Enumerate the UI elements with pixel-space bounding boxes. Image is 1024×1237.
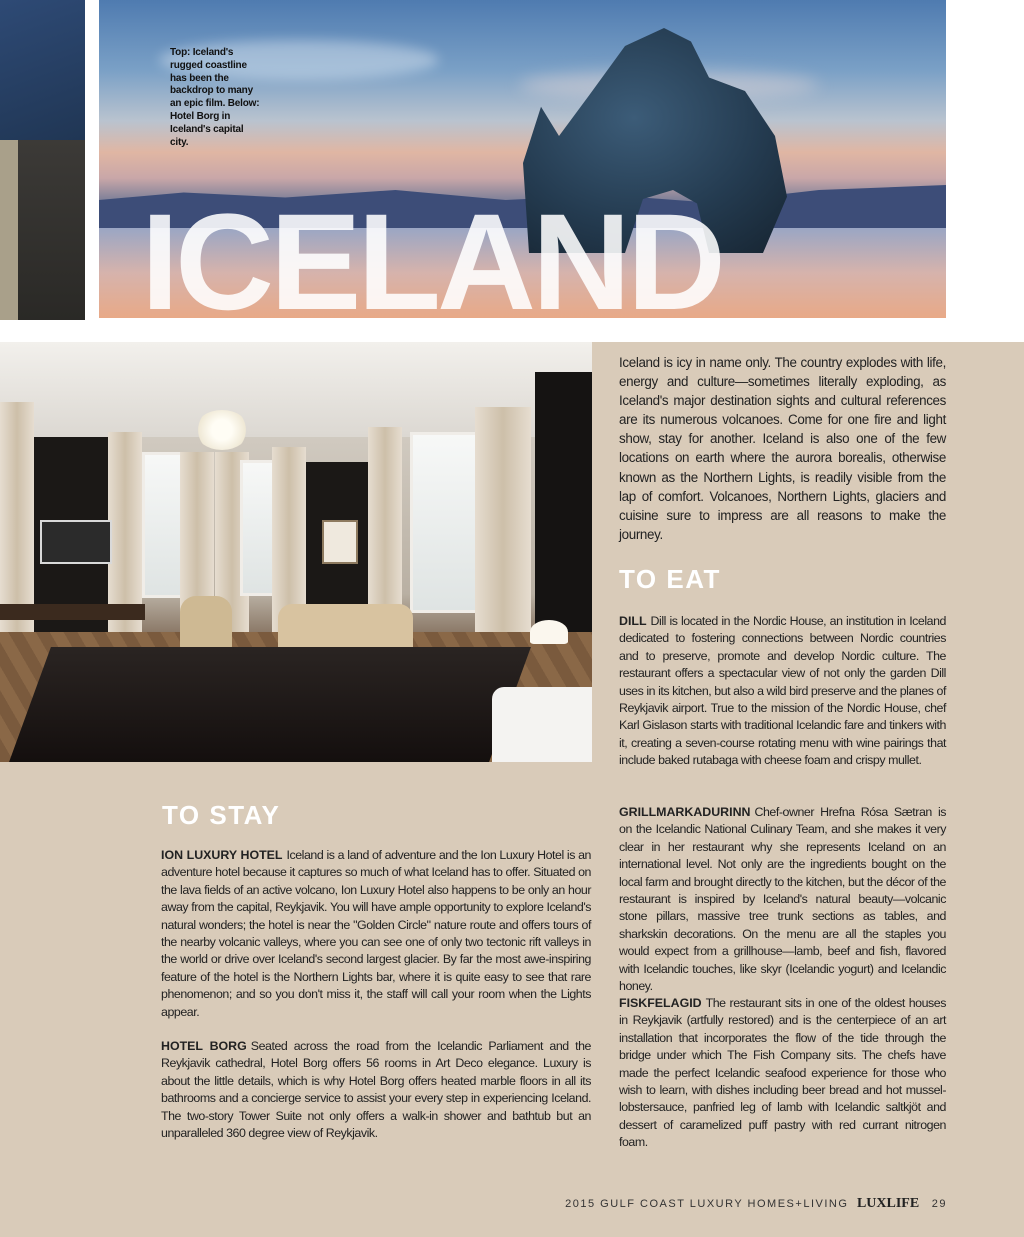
edge-photo (0, 0, 85, 320)
photo-tv (40, 520, 112, 564)
photo-window (410, 432, 478, 613)
photo-window (142, 452, 184, 598)
intro-paragraph: Iceland is icy in name only. The country explodes with life, energy and culture—sometimes literally exploding, as Iceland's major destination sights and cultural references are its numerous volcanoes. Come for one fire and light show, stay for another. Iceland is also one of the few locations on earth where the aurora borealis, otherwise known as the Northern Lights, is readily visible from the lap of comfort. Volcanoes, Northern Lights, glaciers and cuisine sure to impress are all reasons to make the journey. (619, 355, 946, 542)
entry-body: Seated across the road from the Icelandic Parliament and the Reykjavik cathedral, Hotel Borg offers 56 rooms in Art Deco elegance. Luxury is about the little details, which is why Hotel Borg offers heated marble floors in all its bathrooms and a concierge service to assist your every step in experiencing Iceland. The two-story Tower Suite not only offers a walk-in shower and bathtub but an unparalleled 360 degree view of Reykjavik. (161, 1039, 591, 1141)
entry-body: Chef-owner Hrefna Rósa Sætran is on the Icelandic National Culinary Team, and she makes it very clear in her restaurant why she represents Iceland on an international level. Not only are the ingredients bought on the local farm and brought directly to the kitchen, but the décor of the restaurant is inspired by Iceland's natural beauty—volcanic stone pillars, massive tree trunk sections as tables, and sharkskin decorations. On the menu are all the staples you would expect from a grillhouse—lamb, beef and fish, flavored with Icelandic touches, like skyr (Icelandic yogurt) and Icelandic honey. (619, 805, 946, 994)
photo-caption: Top: Iceland's rugged coastline has been the backdrop to many an epic film. Below: Hotel Borg in Iceland's capital city. (170, 47, 260, 148)
entry-name: ION LUXURY HOTEL (161, 848, 283, 862)
entry-fiskfelagid (619, 995, 946, 1152)
edge-photo-shirt (0, 0, 85, 140)
entry-hotel-borg (161, 1038, 591, 1142)
photo-bedside-lamp (530, 620, 568, 644)
edge-photo-pants (18, 140, 85, 320)
entry-name: FISKFELAGID (619, 996, 702, 1010)
entry-body: Dill is located in the Nordic House, an institution in Iceland dedicated to fostering connections between Nordic countries and to preserve, promote and develop Nordic culture. The restaurant offers a spectacular view of not only the garden Dill uses in its kitchen, but also a wild bird preserve and the planes of Reykjavik airport. True to the mission of the Nordic House, chef Karl Gislason starts with traditional Icelandic fare and tinkers with it, creating a seven-course rotating menu with wine pairings that include baked rutabaga with cheese foam and crispy mullet. (619, 614, 946, 768)
photo-chandelier (195, 410, 249, 450)
entry-body: Iceland is a land of adventure and the Ion Luxury Hotel is an adventure hotel because it captures so much of what Iceland has to offer. Situated on the lava fields of an active volcano, Ion Luxury Hotel also happens to be only an hour away from the capital, Reykjavik. You will have ample opportunity to explore Iceland's natural wonders; the hotel is near the "Golden Circle" nature route and offers tours of the nearby volcanic valleys, where you can see one of only two tectonic rift valleys in the world or drive over Iceland's second largest glacier. By far the most awe-inspiring feature of the hotel is the Northern Lights bar, where it is quite easy to see that rare phenomenon; and so you don't miss it, the staff will call your room when the Lights appear. (161, 848, 591, 1019)
entry-dill (619, 613, 946, 770)
entry-ion-luxury-hotel (161, 847, 591, 1021)
edge-photo-background (0, 140, 20, 320)
entry-name: DILL (619, 614, 647, 628)
hotel-room-photo (0, 342, 592, 762)
section-heading-to-stay: TO STAY (162, 800, 281, 830)
section-heading-to-eat: TO EAT (619, 564, 721, 594)
hero-photo (99, 0, 946, 318)
photo-armchair (180, 596, 232, 652)
entry-grillmarkadurinn (619, 804, 946, 995)
entry-name: GRILLMARKADURINN (619, 805, 751, 819)
photo-desk (0, 604, 145, 620)
entry-body: The restaurant sits in one of the oldest houses in Reykjavik (artfully restored) and is the centerpiece of an art installation that incorporates the flow of the tide through the bridge under which The Fish Company sits. The chefs have made the perfect Icelandic seafood experience for those who wish to learn, with dishes including beer bread and hot mussel-lobstersauce, panfried leg of lamb with Icelandic saltkjöt and dessert of caramelized puff pastry with red currant nitrogen foam. (619, 996, 946, 1150)
photo-artwork (322, 520, 358, 564)
photo-pillow (492, 687, 592, 762)
entry-name: HOTEL BORG (161, 1039, 247, 1053)
footer-brand-logo: LUXLIFE (856, 1196, 920, 1211)
page-title: ICELAND (141, 186, 722, 318)
footer-publication: 2015 GULF COAST LUXURY HOMES+LIVING (565, 1198, 849, 1210)
page-number: 29 (931, 1198, 947, 1210)
page-footer (565, 1196, 947, 1212)
photo-bed (9, 647, 531, 762)
photo-window (240, 460, 276, 596)
